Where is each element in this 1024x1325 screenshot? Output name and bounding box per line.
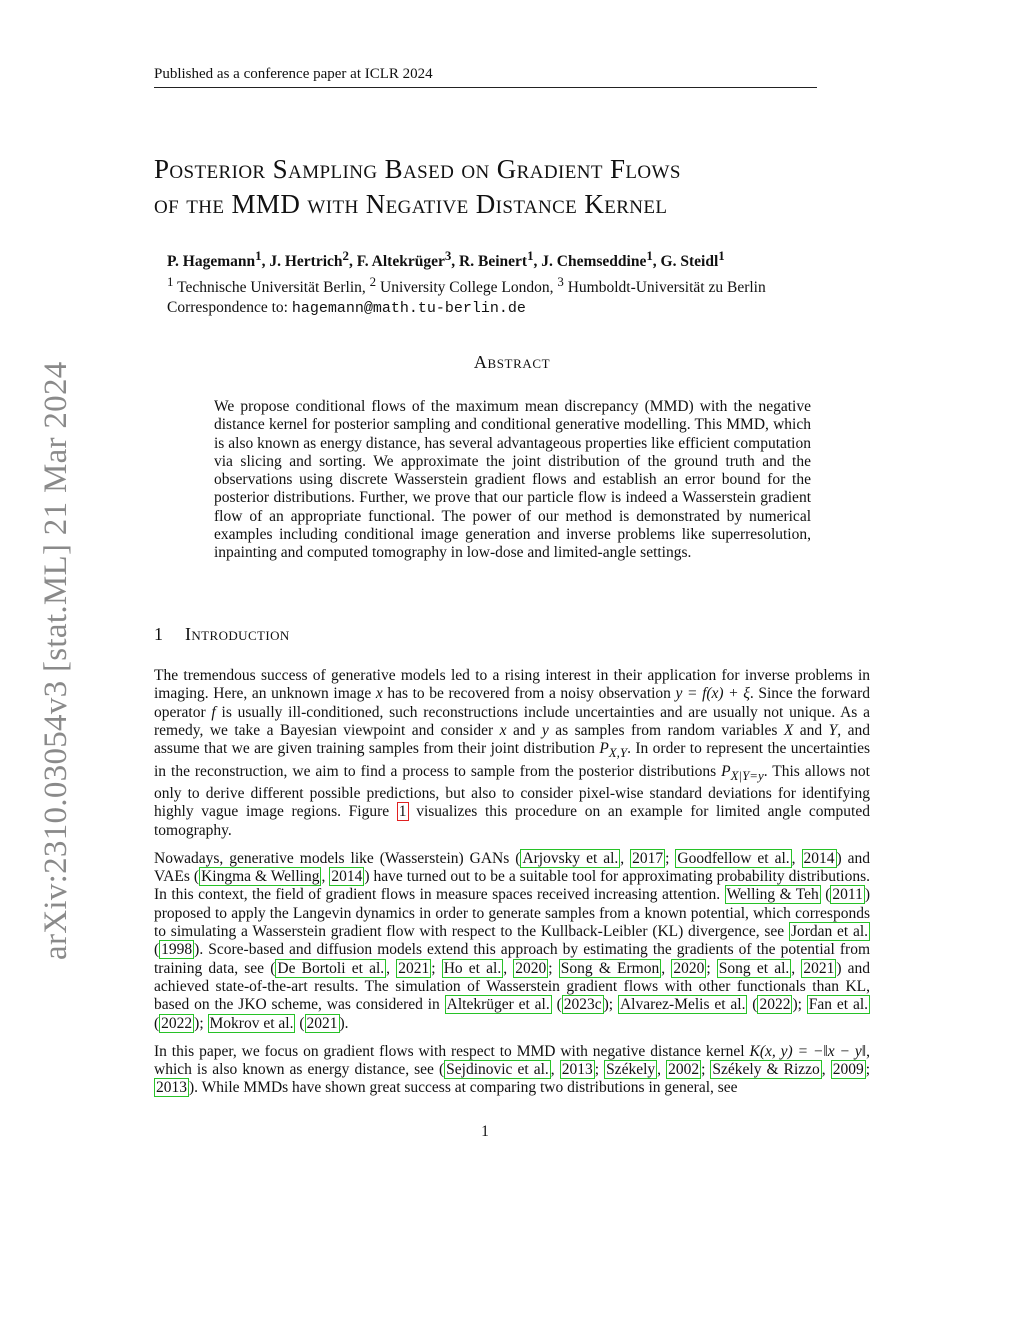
text-run: is usually ill-conditioned, such reconstructions include uncertainties and are usually not unique. As a remedy, we take a Bayesian viewpoint and consider	[154, 703, 870, 739]
citation-link[interactable]: Sejdinovic et al.	[446, 1061, 549, 1079]
math-inline: x	[375, 685, 383, 703]
text-run: ) have turned out to be a suitable tool for approximating probability distributions. In this context, the field of gradient flows in measure spaces received increasing attention.	[154, 868, 871, 904]
text-run: , and assume that we are given training samples from their joint distribution	[154, 721, 870, 758]
author-affiliation-mark: 1	[255, 248, 262, 263]
author-name: J. Chemseddine	[541, 253, 647, 271]
citation-link[interactable]: 2011	[832, 886, 863, 904]
text-run: In this paper, we focus on gradient flows with respect to MMD with negative distance kernel	[154, 1042, 750, 1060]
author-list: P. Hagemann$^1$, J. Hertrich$^2$, F. Altekrüger$^3$, R. Beinert$^1$, J. Chemseddine$^1$, G. Steidl$^1$	[167, 248, 725, 271]
math-inline: x	[499, 721, 507, 739]
text-run: . Since the forward operator	[154, 685, 870, 721]
citation-link[interactable]: 2014	[331, 868, 363, 886]
citation-link[interactable]: Székely & Rizzo	[712, 1061, 820, 1079]
author-name: G. Steidl	[660, 253, 719, 271]
citation-link[interactable]: Goodfellow et al.	[677, 849, 790, 867]
abstract-text: We propose conditional flows of the maximum mean discrepancy (MMD) with the negative distance kernel for posterior sampling and conditional generative modelling. This MMD, which is also known as energy distance, has several advantageous properties like efficient computation via slicing and sorting. We approximate the joint distribution of the ground truth and the observations using discrete Wasserstein gradient flows and establish an error bound for the posterior distributions. Further, we prove that our particle flow is indeed a Wasserstein gradient flow of an appropriate functional. The power of our method is demonstrated by numerical examples including conditional image generation and inverse problems like superresolution, inpainting and computed tomography in low-dose and limited-angle settings.	[214, 398, 811, 562]
text-run: . This allows not only to derive different possible predictions, but also to consider pixel-wise standard deviations for identifying highly vague image regions. Figure	[154, 762, 870, 821]
citation-link[interactable]: 2013	[156, 1079, 187, 1097]
citation-link[interactable]: Song et al.	[718, 959, 790, 977]
citation-link[interactable]: Ho et al.	[443, 959, 502, 977]
author-name: F. Altekrüger	[356, 253, 445, 271]
paragraph	[154, 667, 870, 840]
text-run: , which is also known as energy distance, see (	[154, 1042, 871, 1079]
citation-link[interactable]: 2020	[673, 959, 705, 977]
citation-link[interactable]: 2021	[803, 959, 835, 977]
correspondence	[167, 298, 847, 319]
introduction-body	[154, 667, 870, 1108]
text-run: The tremendous success of generative models led to a rising interest in their application for inverse problems in imaging. Here, an unknown image	[154, 667, 870, 703]
citation-link[interactable]: 2023c	[563, 996, 602, 1014]
citation-link[interactable]: 2014	[803, 849, 835, 867]
text-run: and	[793, 721, 829, 739]
figure-reference-link[interactable]: 1	[398, 803, 407, 821]
paragraph: Nowadays, generative models like (Wasserstein) GANs ( Arjovsky et al. , 2017 ; Goodfellow et al. , 2014 ) and VAEs ( Kingma & Welling , 2014 ) have turned out to be a suitable tool for approximating probability distributions. In this context, the field of gradient flows in measure spaces received increasing attention. Welling & Teh ( 2011 ) proposed to apply the Langevin dynamics in order to generate samples from a known potential, which corresponds to simulating a Wasserstein gradient flow with respect to the Kullback-Leibler (KL) divergence, see Jordan et al. ( 1998 ). Score-based and diffusion models extend this approach by estimating the gradients of the potential from training data, see ( De Bortoli et al. , 2021 ; Ho et al. , 2020 ; Song & Ermon , 2020 ; Song et al. , 2021 ) and achieved state-of-the-art results. The simulation of Wasserstein gradient flows with other functionals than KL, based on the JKO scheme, was considered in Altekrüger et al. ( 2023c ); Alvarez-Melis et al. ( 2022 ); Fan et al. ( 2022 ); Mokrov et al. ( 2021 ).	[154, 849, 871, 1032]
affiliation-number: 1	[167, 274, 174, 290]
title-line-1: Posterior Sampling Based on Gradient Flows	[154, 154, 681, 184]
citation-link[interactable]: Mokrov et al.	[209, 1014, 294, 1032]
citation-link[interactable]: Kingma & Welling	[201, 868, 320, 886]
math-inline: Y	[828, 721, 838, 739]
citation-link[interactable]: Jordan et al.	[790, 923, 869, 941]
text-run: ). Score-based and diffusion models extend this approach by estimating the gradients of the potential from training data, see (	[154, 941, 870, 977]
author-affiliation-mark: 3	[444, 248, 452, 263]
abstract-heading: Abstract	[473, 352, 551, 372]
page-number: 1	[481, 1123, 489, 1140]
author-affiliation-mark: 1	[646, 248, 653, 263]
affiliation-list: $^1$ Technische Universität Berlin, $^2$ University College London, $^3$ Humboldt-Universität zu Berlin	[167, 274, 766, 297]
text-run: ) proposed to apply the Langevin dynamics in order to generate samples from a known potential, which corresponds to simulating a Wasserstein gradient flow with respect to the Kullback-Leibler (KL) divergence, see	[154, 886, 870, 941]
text-run: ). While MMDs have shown great success at comparing two distributions in general, see	[189, 1079, 738, 1097]
affiliation: Technische Universität Berlin	[177, 279, 362, 297]
author-affiliation-mark: 2	[342, 248, 349, 263]
author-affiliation-mark: 1	[718, 248, 725, 263]
citation-link[interactable]: De Bortoli et al.	[277, 959, 385, 977]
author-affiliation-mark: 1	[527, 248, 534, 263]
title-line-2: of the MMD with Negative Distance Kernel	[154, 189, 668, 219]
citation-link[interactable]: Székely	[606, 1061, 656, 1079]
author-name: R. Beinert	[459, 253, 528, 271]
text-run: Nowadays, generative models like (Wasserstein) GANs (	[154, 849, 521, 867]
text-run: and	[506, 721, 542, 739]
math-inline: y = f(x) + ξ	[675, 685, 750, 703]
text-run: . In order to represent the uncertainties in the reconstruction, we aim to find a process to sample from the posterior distributions	[154, 740, 870, 780]
citation-link[interactable]: 2017	[632, 849, 664, 867]
affiliation: Humboldt-Universität zu Berlin	[567, 279, 766, 297]
citation-link[interactable]: 2009	[832, 1061, 864, 1079]
citation-link[interactable]: 2013	[561, 1061, 593, 1079]
section-title: Introduction	[185, 624, 290, 644]
math-inline: K(x, y) = −‖x − y‖	[749, 1042, 867, 1060]
math-inline: $P_{X,Y}$	[599, 740, 628, 761]
citation-link[interactable]: Fan et al.	[808, 996, 869, 1014]
arxiv-stamp: arXiv:2310.03054v3 [stat.ML] 21 Mar 2024	[38, 361, 74, 960]
citation-link[interactable]: Song & Ermon	[560, 959, 660, 977]
citation-link[interactable]: 2021	[306, 1014, 338, 1032]
affiliation: University College London	[380, 279, 550, 297]
paragraph: In this paper, we focus on gradient flows with respect to MMD with negative distance kernel K(x, y) = −‖x − y‖, which is also known as energy distance, see ( Sejdinovic et al. , 2013 ; Székely , 2002 ; Székely & Rizzo , 2009 ; 2013 ). While MMDs have shown great success at comparing two distributions in general, see	[154, 1042, 871, 1097]
correspondence-email[interactable]: hagemann@math.tu-berlin.de	[291, 300, 526, 318]
text-run: ) and VAEs (	[154, 849, 871, 886]
citation-link[interactable]: 2021	[398, 959, 430, 977]
citation-link[interactable]: Altekrüger et al.	[446, 996, 550, 1014]
citation-link[interactable]: 2022	[161, 1014, 193, 1032]
affiliation-number: 3	[557, 274, 564, 290]
text-run: has to be recovered from a noisy observation	[382, 685, 676, 703]
citation-link[interactable]: 2020	[515, 959, 547, 977]
author-block	[167, 246, 847, 319]
math-inline: y	[541, 721, 549, 739]
citation-link[interactable]: Welling & Teh	[726, 886, 819, 904]
text-run: ) and achieved state-of-the-art results. The simulation of Wasserstein gradient flows with other functionals than KL, based on the JKO scheme, was considered in	[154, 959, 871, 1014]
text-run: visualizes this procedure on an example for limited angle computed tomography.	[154, 803, 870, 839]
citation-link[interactable]: Arjovsky et al.	[522, 849, 619, 867]
math-inline: X	[783, 721, 794, 739]
citation-link[interactable]: 2022	[759, 996, 791, 1014]
math-inline: $P_{X|Y=y}$	[721, 762, 764, 783]
math-inline: f	[211, 703, 216, 721]
section-number: 1	[154, 624, 164, 644]
author-name: P. Hagemann	[167, 253, 256, 271]
text-run: as samples from random variables	[548, 721, 784, 739]
affiliation-number: 2	[369, 274, 377, 290]
citation-link[interactable]: 1998	[161, 941, 193, 959]
correspondence-label: Correspondence to:	[167, 299, 288, 317]
section-heading	[154, 624, 290, 645]
citation-link[interactable]: 2002	[668, 1061, 700, 1079]
citation-link[interactable]: Alvarez-Melis et al.	[619, 996, 746, 1014]
running-header: Published as a conference paper at ICLR 2024	[154, 66, 817, 88]
author-name: J. Hertrich	[269, 253, 343, 271]
paper-title	[154, 152, 854, 222]
